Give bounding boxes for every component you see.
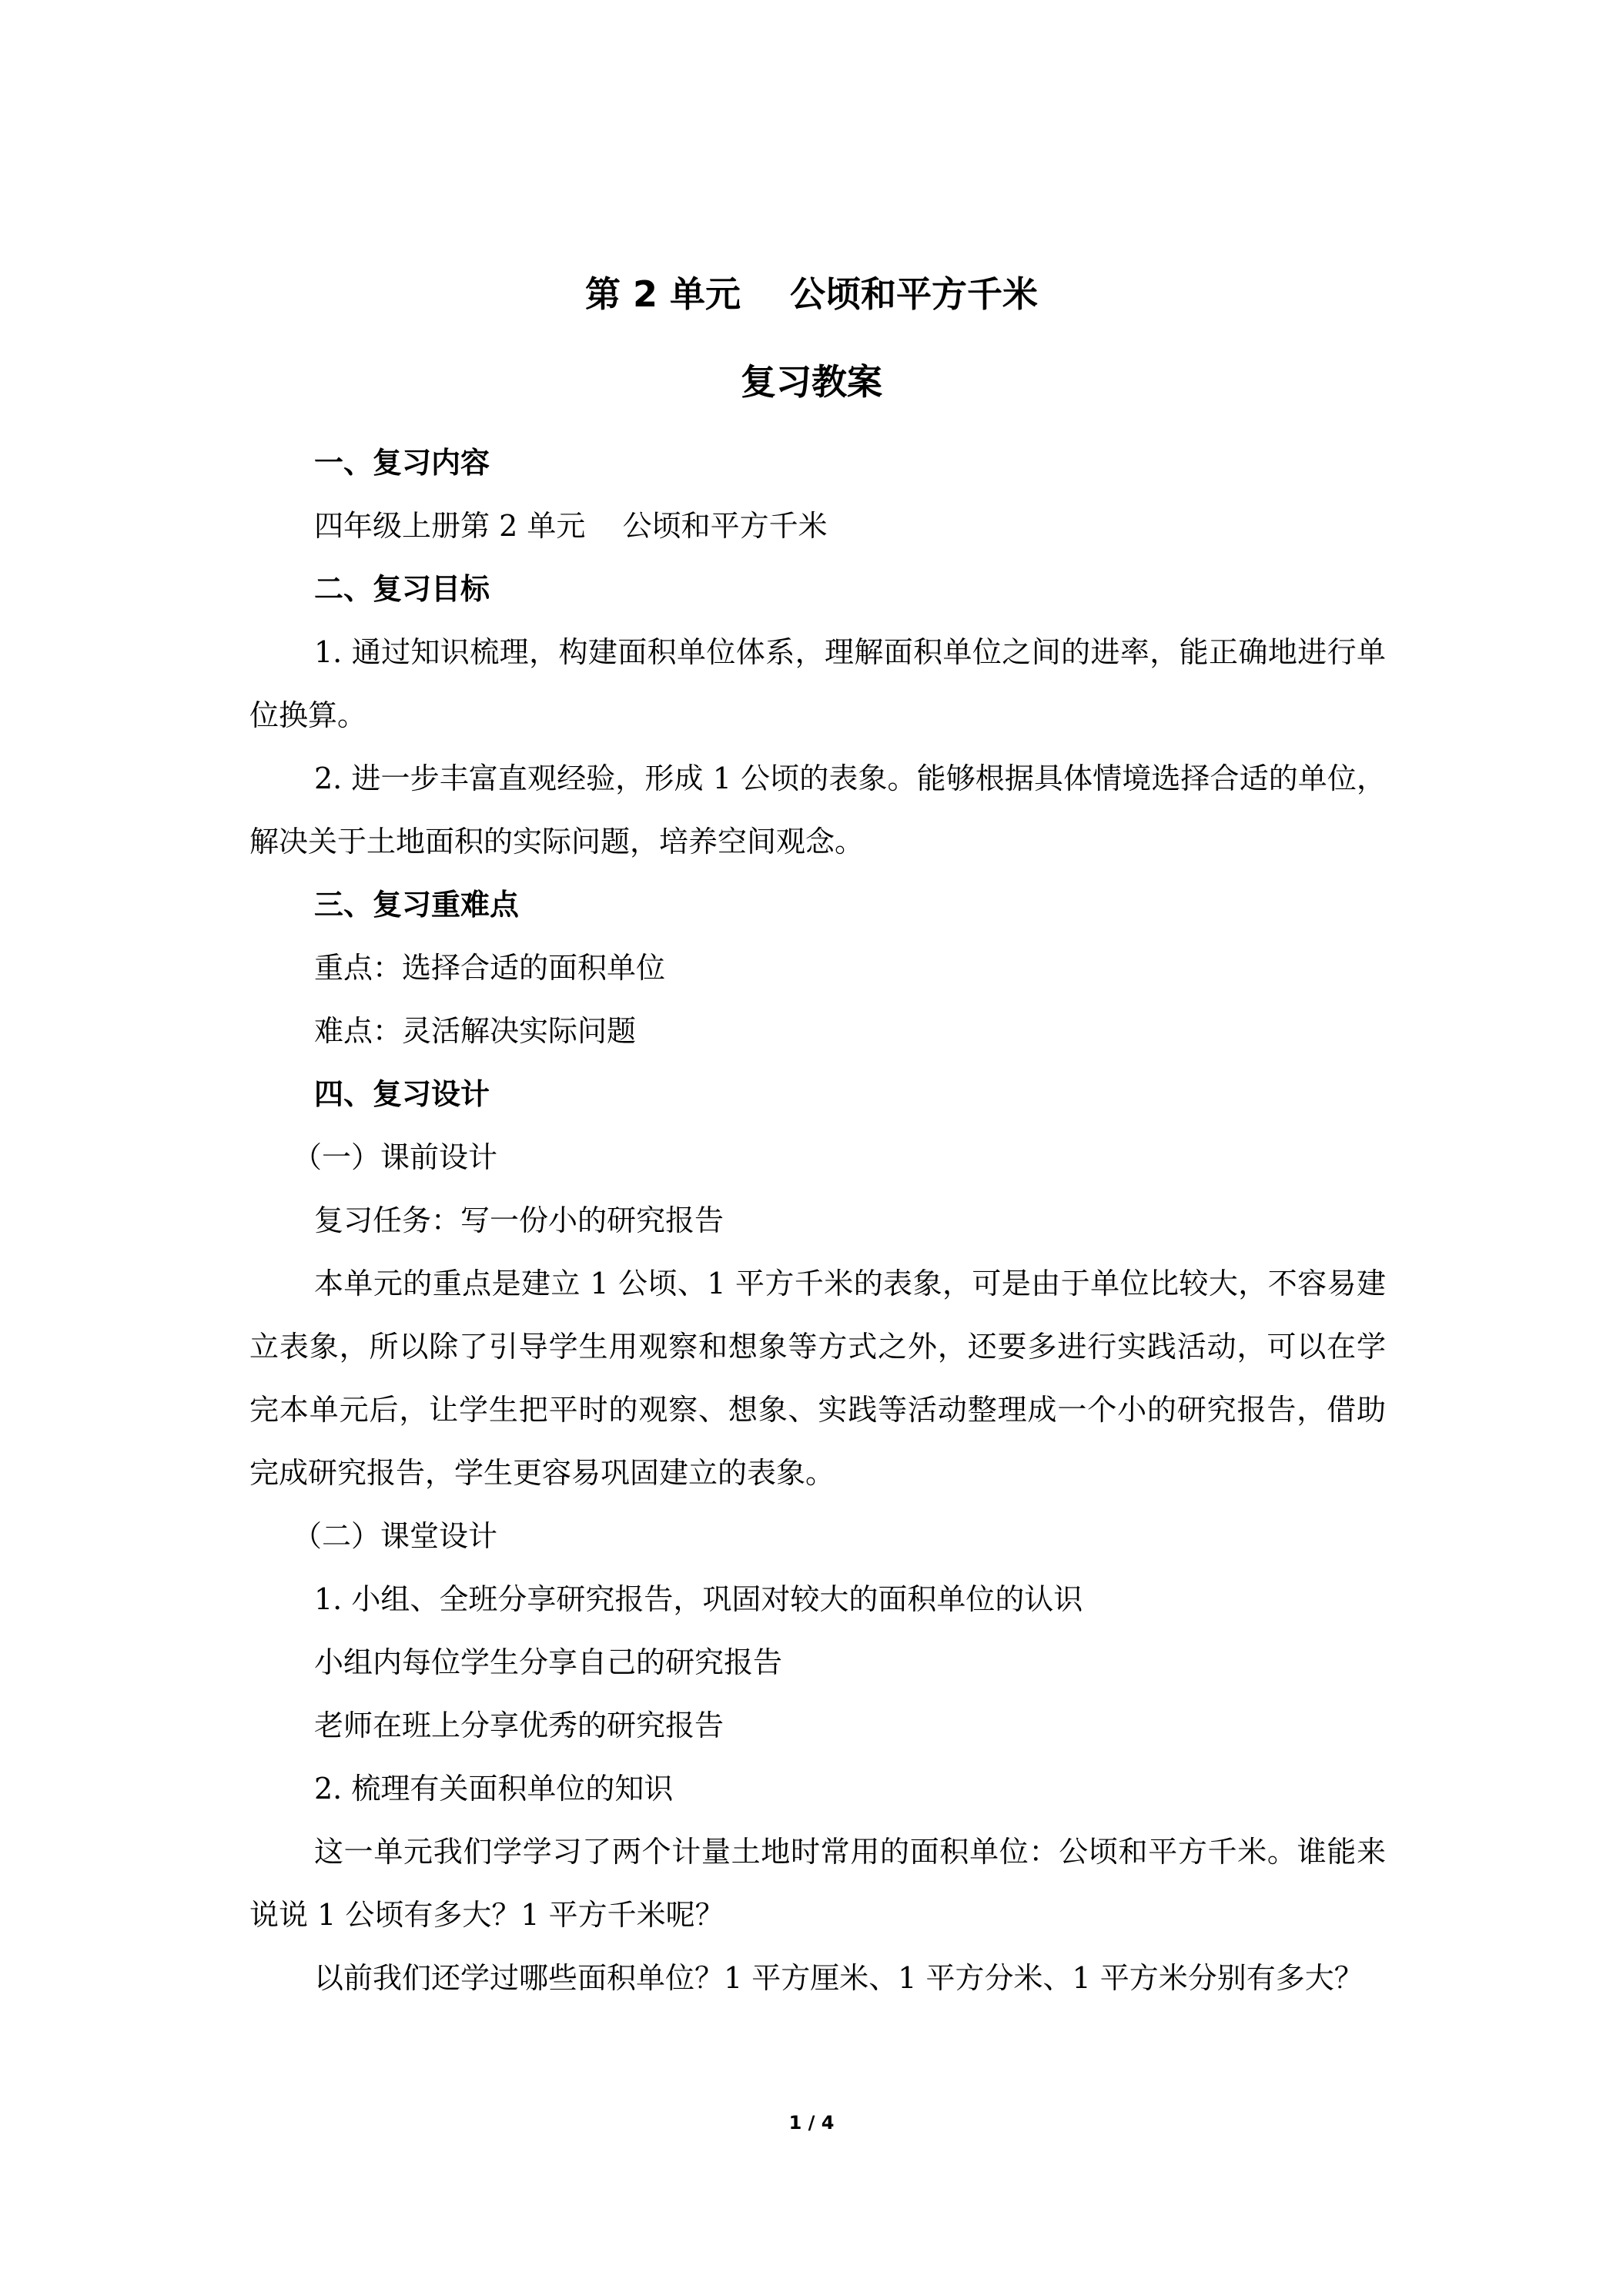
pre-class-task: 复习任务：写一份小的研究报告 (314, 1203, 724, 1237)
in-class-item-1-a: 小组内每位学生分享自己的研究报告 (314, 1645, 783, 1679)
section-heading-key-points: 三、复习重难点 (314, 888, 520, 922)
key-point-text: 重点：选择合适的面积单位 (314, 951, 666, 985)
subsection-heading-pre-class: （一）课前设计 (293, 1140, 498, 1174)
section-heading-review-design: 四、复习设计 (314, 1077, 490, 1111)
pre-class-paragraph: 本单元的重点是建立 1 公顷、1 平方千米的表象，可是由于单位比较大，不容易建立表象，所以除了引导学生用观察和想象等方式之外，还要多进行实践活动，可以在学完本单元后，让学生把平时的观察、想象、实践等活动整理成一个小的研究报告，借助完成研究报告，学生更容易巩固建立的表象。 (249, 1267, 1386, 1490)
in-class-paragraph-1: 这一单元我们学学习了两个计量土地时常用的面积单位：公顷和平方千米。谁能来说说 1 公顷有多大？1 平方千米呢？ (249, 1835, 1386, 1932)
page-number: 1 / 4 (788, 2112, 835, 2134)
review-goal-2: 2. 进一步丰富直观经验，形成 1 公顷的表象。能够根据具体情境选择合适的单位，解决关于土地面积的实际问题，培养空间观念。 (249, 761, 1386, 858)
subsection-heading-in-class: （二）课堂设计 (293, 1519, 498, 1553)
difficult-point-text: 难点：灵活解决实际问题 (314, 1014, 637, 1048)
section-heading-review-content: 一、复习内容 (314, 446, 490, 480)
in-class-item-1: 1. 小组、全班分享研究报告，巩固对较大的面积单位的认识 (314, 1582, 1083, 1616)
in-class-paragraph-2: 以前我们还学过哪些面积单位？1 平方厘米、1 平方分米、1 平方米分别有多大？ (314, 1961, 1364, 1995)
section-heading-review-goals: 二、复习目标 (314, 572, 490, 606)
in-class-item-2: 2. 梳理有关面积单位的知识 (314, 1772, 674, 1806)
in-class-item-1-b: 老师在班上分享优秀的研究报告 (314, 1709, 724, 1742)
review-goal-1: 1. 通过知识梳理，构建面积单位体系，理解面积单位之间的进率，能正确地进行单位换算。 (249, 635, 1386, 732)
document-title: 第 2 单元 公顷和平方千米 (584, 273, 1039, 315)
document-subtitle: 复习教案 (741, 361, 882, 403)
review-content-text: 四年级上册第 2 单元 公顷和平方千米 (314, 509, 828, 543)
document-body (249, 431, 1386, 2010)
